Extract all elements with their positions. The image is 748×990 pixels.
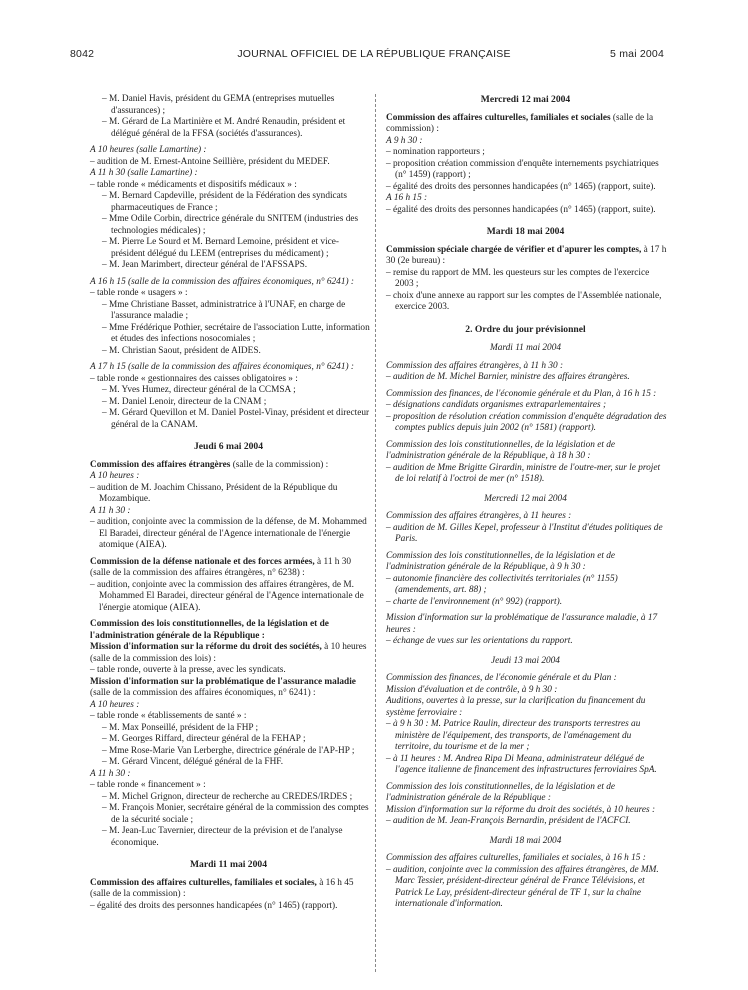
time-slot: A 10 heures : (90, 471, 140, 481)
agenda-line: – M. Christian Saout, président de AIDES. (102, 345, 261, 356)
committee-line: Auditions, ouvertes à la presse, sur la clarification du financement du système ferroviaire : (386, 696, 646, 718)
time-slot: A 11 h 30 (salle Lamartine) : (90, 168, 198, 178)
mission-heading (86, 642, 371, 665)
agenda-line: – M. Pierre Le Sourd et M. Bernard Lemoine, président et vice-président délégué du LEEM (entreprises du médicament) ; (102, 237, 339, 259)
agenda-line: – table ronde « gestionnaires des caisses obligatoires » : (90, 373, 298, 384)
committee-detail: (salle de la commission) : (386, 112, 654, 134)
agenda-line: – M. Gérard Vincent, délégué général de la FHF. (102, 757, 284, 767)
issue-date: 5 mai 2004 (610, 48, 664, 60)
agenda-line: – M. Georges Riffard, directeur général de la FEHAP ; (102, 734, 306, 744)
agenda-line: – audition de M. Joachim Chissano, Président de la République du Mozambique. (90, 482, 338, 504)
agenda-line: – Mme Frédérique Pothier, secrétaire de l'association Lutte, information et études des infections nosocomiales ; (102, 322, 370, 344)
day-heading: Mardi 11 mai 2004 (489, 343, 561, 353)
committee-name: Commission de la défense nationale et des forces armées, (90, 556, 315, 567)
agenda-line: – table ronde « établissements de santé » : (90, 711, 247, 721)
agenda-line: – M. Daniel Lenoir, directeur de la CNAM ; (102, 396, 267, 407)
agenda-line: – table ronde « médicaments et dispositifs médicaux » : (90, 179, 297, 190)
committee-heading (86, 460, 371, 472)
committee-heading (86, 557, 371, 580)
agenda-line: – choix d'une annexe au rapport sur les comptes de l'Assemblée nationale, exercice 2003. (386, 290, 662, 312)
committee-detail: (salle de la commission) : (230, 459, 329, 470)
agenda-line: – audition, conjointe avec la commission des affaires étrangères, de MM. Marc Tessier, président-directeur général de France Télévisions, et Patrick Le Lay, président-directeur général de TF 1, sur la chaîne internationale d'information. (386, 864, 659, 909)
committee-line: Commission des affaires étrangères, à 11 heures : (386, 511, 572, 521)
time-slot: A 17 h 15 (salle de la commission des affaires économiques, n° 6241) : (90, 362, 354, 372)
agenda-line: – M. Bernard Capdeville, président de la Fédération des syndicats pharmaceutiques de France ; (102, 191, 348, 213)
committee-heading (382, 113, 669, 136)
agenda-line: – à 9 h 30 : M. Patrice Raulin, directeur des transports terrestres au ministère de l'équipement, des transports, de l'aménagement du territoire, du tourisme et de la mer ; (386, 719, 641, 752)
committee-line: Commission des lois constitutionnelles, de la législation et de l'administration générale de la République : (386, 781, 616, 803)
agenda-line: – M. Michel Grignon, directeur de recherche au CREDES/IRDES ; (102, 791, 353, 802)
agenda-line: – désignations candidats organismes extraparlementaires ; (386, 400, 607, 410)
committee-name: Commission des affaires culturelles, familiales et sociales, (90, 877, 317, 888)
committee-line: Commission des finances, de l'économie générale et du Plan, à 16 h 15 : (386, 388, 657, 399)
agenda-line: – à 11 heures : M. Andrea Ripa Di Meana, administrateur délégué de l'agence italienne de financement des infrastructures ferroviaires SpA. (386, 753, 657, 775)
committee-name: Commission spéciale chargée de vérifier et d'apurer les comptes, (386, 244, 642, 255)
committee-line: Mission d'évaluation et de contrôle, à 9 h 30 : (386, 684, 558, 695)
agenda-line: – M. François Monier, secrétaire général de la commission des comptes de la sécurité sociale ; (102, 803, 369, 825)
time-slot: A 16 h 15 (salle de la commission des affaires économiques, n° 6241) : (90, 276, 354, 287)
time-slot: A 10 heures : (90, 699, 140, 710)
agenda-line: – table ronde, ouverte à la presse, avec les syndicats. (90, 665, 286, 675)
agenda-line: – M. Gérard Quevillon et M. Daniel Postel-Vinay, président et directeur général de la CANAM. (102, 408, 370, 430)
agenda-line: – audition, conjointe avec la commission de la défense, de M. Mohammed El Baradei, directeur général de l'Agence internationale de l'énergie atomique (AIEA). (90, 517, 367, 550)
time-slot: A 16 h 15 : (386, 193, 428, 203)
agenda-line: – égalité des droits des personnes handicapées (n° 1465) (rapport, suite). (386, 181, 656, 192)
page-header (0, 0, 748, 60)
agenda-line: – égalité des droits des personnes handicapées (n° 1465) (rapport, suite). (386, 204, 656, 215)
right-column (382, 94, 669, 911)
committee-heading (86, 878, 371, 901)
agenda-line: – égalité des droits des personnes handicapées (n° 1465) (rapport). (90, 900, 338, 911)
day-heading: Mardi 18 mai 2004 (489, 835, 562, 846)
agenda-line: – nomination rapporteurs ; (386, 147, 485, 157)
day-heading: Mercredi 12 mai 2004 (480, 94, 571, 105)
agenda-line: – audition de Mme Brigitte Girardin, ministre de l'outre-mer, sur le projet de loi relatif à l'octroi de mer (n° 1518). (386, 462, 661, 484)
committee-detail: à 17 h 30 (2e bureau) : (386, 244, 667, 266)
mission-heading (86, 677, 371, 700)
committee-line: Commission des affaires étrangères, à 11 h 30 : (386, 360, 564, 371)
agenda-line: – audition de M. Michel Barnier, ministre des affaires étrangères. (386, 372, 630, 382)
committee-detail: à 11 h 30 (salle de la commission des affaires étrangères, n° 6238) : (90, 556, 352, 578)
agenda-line: – M. Max Ponseillé, président de la FHP ; (102, 722, 259, 733)
agenda-line: – audition de M. Gilles Kepel, professeur à l'Institut d'études politiques de Paris. (386, 522, 663, 544)
time-slot: A 11 h 30 : (90, 505, 131, 516)
time-slot: A 11 h 30 : (90, 768, 131, 779)
agenda-line: – M. Jean Marimbert, directeur général de l'AFSSAPS. (102, 260, 308, 270)
agenda-line: – Mme Christiane Basset, administratrice à l'UNAF, en charge de l'assurance maladie ; (102, 299, 346, 321)
agenda-line: – Mme Rose-Marie Van Lerberghe, directrice générale de l'AP-HP ; (102, 745, 355, 756)
agenda-line: – M. Jean-Luc Tavernier, directeur de la prévision et de l'analyse économique. (102, 826, 343, 848)
day-heading: Jeudi 13 mai 2004 (491, 655, 560, 666)
committee-name: Commission des affaires étrangères (90, 459, 231, 470)
committee-detail: à 16 h 45 (salle de la commission) : (90, 877, 354, 899)
agenda-line: – audition de M. Ernest-Antoine Seillière, président du MEDEF. (90, 156, 330, 167)
committee-heading (382, 245, 669, 268)
agenda-line: – autonomie financière des collectivités territoriales (n° 1155) (amendements, art. 88) ; (386, 573, 618, 595)
day-heading: Mardi 18 mai 2004 (486, 226, 565, 237)
page-number: 8042 (70, 48, 95, 60)
committee-line: Commission des lois constitutionnelles, de la législation et de l'administration générale de la République, à 9 h 30 : (386, 550, 616, 572)
committee-line: Commission des affaires culturelles, familiales et sociales, à 16 h 15 : (386, 853, 646, 863)
day-heading: Mardi 11 mai 2004 (189, 859, 267, 870)
mission-name: Mission d'information sur la problématique de l'assurance maladie (90, 676, 356, 687)
committee-line: Mission d'information sur la réforme du droit des sociétés, à 10 heures : (386, 804, 656, 815)
section-heading: 2. Ordre du jour prévisionnel (465, 323, 586, 335)
day-heading: Jeudi 6 mai 2004 (193, 441, 264, 452)
agenda-line: – charte de l'environnement (n° 992) (rapport). (386, 596, 563, 607)
agenda-line: – M. Gérard de La Martinière et M. André Renaudin, président et délégué général de la FFSA (sociétés d'assurances). (102, 117, 346, 139)
agenda-line: – proposition création commission d'enquête internements psychiatriques (n° 1459) (rapport) ; (386, 158, 659, 180)
agenda-line: – table ronde « financement » : (90, 780, 206, 790)
mission-detail: à 10 heures (salle de la commission des lois) : (90, 642, 367, 664)
time-slot: A 9 h 30 : (386, 135, 423, 146)
column-divider (375, 94, 376, 972)
committee-line: Commission des lois constitutionnelles, de la législation et de l'administration générale de la République, à 18 h 30 : (386, 439, 616, 461)
mission-name: Mission d'information sur la réforme du droit des sociétés, (90, 642, 322, 652)
time-slot: A 10 heures (salle Lamartine) : (90, 145, 207, 155)
agenda-line: – M. Daniel Havis, président du GEMA (entreprises mutuelles d'assurances) ; (102, 94, 335, 116)
committee-name: Commission des affaires culturelles, familiales et sociales (386, 112, 611, 123)
agenda-line: – Mme Odile Corbin, directrice générale du SNITEM (industries des technologies médicales) ; (102, 214, 359, 236)
agenda-line: – proposition de résolution création commission d'enquête dégradation des comptes publics depuis juin 2002 (n° 1581) (rapport). (386, 411, 667, 433)
day-heading: Mercredi 12 mai 2004 (484, 493, 567, 504)
committee-name: Commission des lois constitutionnelles, de la législation et de l'administration générale de la République : (90, 619, 329, 641)
left-column (86, 94, 371, 912)
agenda-line: – M. Yves Humez, directeur général de la CCMSA ; (102, 385, 296, 395)
agenda-line: – audition de M. Jean-François Bernardin, président de l'ACFCI. (386, 816, 631, 826)
agenda-line: – table ronde « usagers » : (90, 288, 188, 298)
committee-line: Commission des finances, de l'économie générale et du Plan : (386, 673, 617, 683)
agenda-line: – échange de vues sur les orientations du rapport. (386, 636, 573, 646)
agenda-line: – remise du rapport de MM. les questeurs sur les comptes de l'exercice 2003 ; (386, 267, 650, 289)
committee-line: Mission d'information sur la problématique de l'assurance maladie, à 17 heures : (386, 613, 658, 635)
agenda-line: – audition, conjointe avec la commission des affaires étrangères, de M. Mohammed El Baradei, directeur général de l'Agence internationale de l'énergie atomique (AIEA). (90, 579, 364, 613)
journal-title: JOURNAL OFFICIEL DE LA RÉPUBLIQUE FRANÇAISE (237, 48, 511, 60)
mission-detail: (salle de la commission des affaires économiques, n° 6241) : (90, 688, 316, 698)
